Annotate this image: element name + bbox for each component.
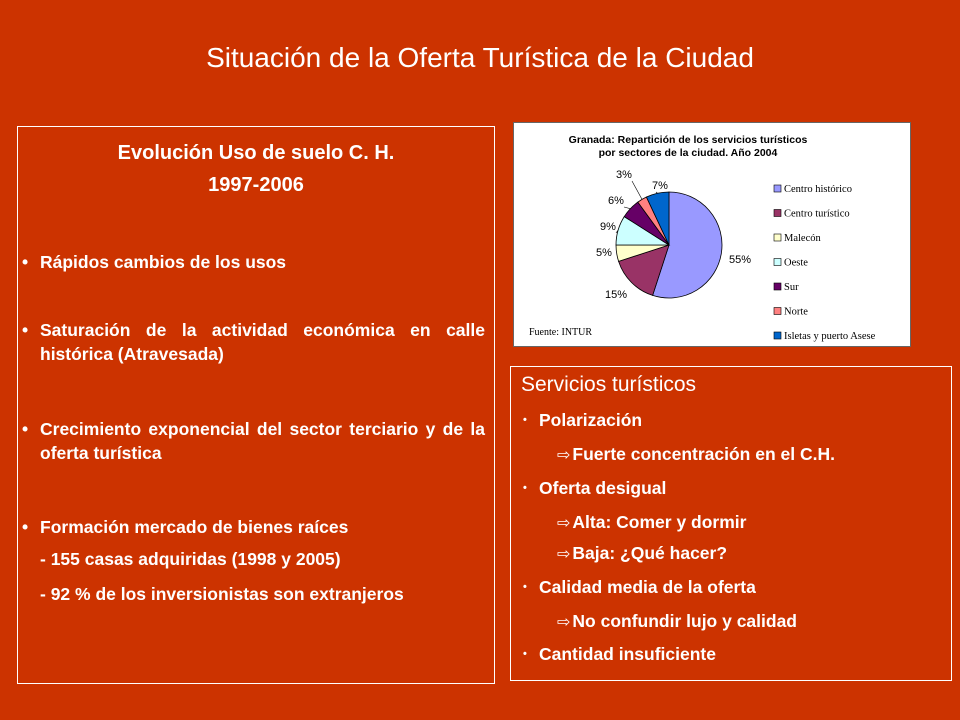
services-sub-item [557, 541, 727, 567]
legend-label: Oeste [784, 257, 808, 269]
legend-swatch [774, 185, 781, 192]
hollow-arrow-icon: ⇨ [557, 546, 571, 563]
bullet-dot: • [523, 414, 527, 426]
bullet-text: Saturación de la actividad económica en calle histórica (Atravesada) [40, 320, 485, 364]
pie-data-label: 15% [604, 289, 628, 301]
legend-swatch [774, 308, 781, 315]
chart-source: Fuente: INTUR [529, 327, 593, 338]
services-sub-text: Fuerte concentración en el C.H. [572, 444, 835, 464]
services-sub-text: Baja: ¿Qué hacer? [572, 543, 728, 563]
hollow-arrow-icon: ⇨ [557, 614, 571, 631]
land-use-sub-item: - 155 casas adquiridas (1998 y 2005) [40, 549, 341, 569]
pie-data-label: 9% [600, 221, 616, 233]
hollow-arrow-icon: ⇨ [557, 447, 571, 464]
services-item-label: Oferta desigual [539, 478, 667, 498]
services-sub-item [557, 442, 835, 468]
pie-leader-line [624, 207, 630, 209]
bullet-dot: • [523, 581, 527, 593]
bullet-dot: • [22, 320, 29, 340]
bullet-dot: • [22, 419, 29, 439]
services-pie-chart [513, 122, 911, 347]
services-item-label: Cantidad insuficiente [539, 644, 716, 664]
legend-label: Norte [784, 306, 808, 318]
bullet-text: Formación mercado de bienes raíces [40, 517, 349, 537]
legend-label: Centro histórico [784, 184, 852, 195]
land-use-panel [17, 126, 495, 684]
pie-chart-svg [514, 123, 910, 346]
legend-label: Centro turístico [784, 208, 850, 220]
land-use-heading [18, 137, 494, 201]
pie-data-label: 7% [652, 180, 668, 192]
land-use-heading-years: 1997-2006 [208, 174, 304, 196]
pie-data-label: 3% [616, 169, 632, 181]
pie-leader-line [632, 181, 642, 199]
bullet-text: Rápidos cambios de los usos [40, 252, 287, 272]
pie-data-label: 6% [608, 195, 624, 207]
legend-swatch [774, 259, 781, 266]
land-use-sub-item: - 92 % de los inversionistas son extranjeros [40, 584, 404, 604]
bullet-dot: • [22, 252, 29, 272]
services-sub-item [557, 510, 746, 536]
services-sub-text: No confundir lujo y calidad [572, 611, 798, 631]
legend-label: Isletas y puerto Asese [784, 331, 876, 342]
bullet-dot: • [22, 517, 29, 537]
chart-title-line2: por sectores de la ciudad. Año 2004 [598, 147, 778, 159]
land-use-heading-line1: Evolución Uso de suelo C. H. [117, 142, 395, 164]
legend-label: Sur [784, 282, 799, 293]
tourist-services-panel [510, 366, 952, 681]
chart-title-line1: Granada: Repartición de los servicios turísticos [568, 134, 808, 146]
services-item-label: Polarización [539, 410, 643, 430]
services-sub-text: Alta: Comer y dormir [572, 512, 747, 532]
bullet-dot: • [523, 648, 527, 660]
legend-label: Malecón [784, 233, 821, 244]
services-item-label: Calidad media de la oferta [539, 577, 756, 597]
legend-swatch [774, 234, 781, 241]
pie-data-label: 5% [596, 247, 612, 259]
legend-swatch [774, 210, 781, 217]
bullet-dot: • [523, 482, 527, 494]
tourist-services-title: Servicios turísticos [521, 373, 697, 396]
legend-swatch [774, 332, 781, 339]
services-sub-item [557, 609, 797, 635]
pie-data-label: 55% [728, 254, 752, 266]
slide-title: Situación de la Oferta Turística de la Ciudad [206, 42, 754, 73]
hollow-arrow-icon: ⇨ [557, 515, 571, 532]
bullet-text: Crecimiento exponencial del sector terciario y de la oferta turística [40, 419, 485, 463]
legend-swatch [774, 283, 781, 290]
